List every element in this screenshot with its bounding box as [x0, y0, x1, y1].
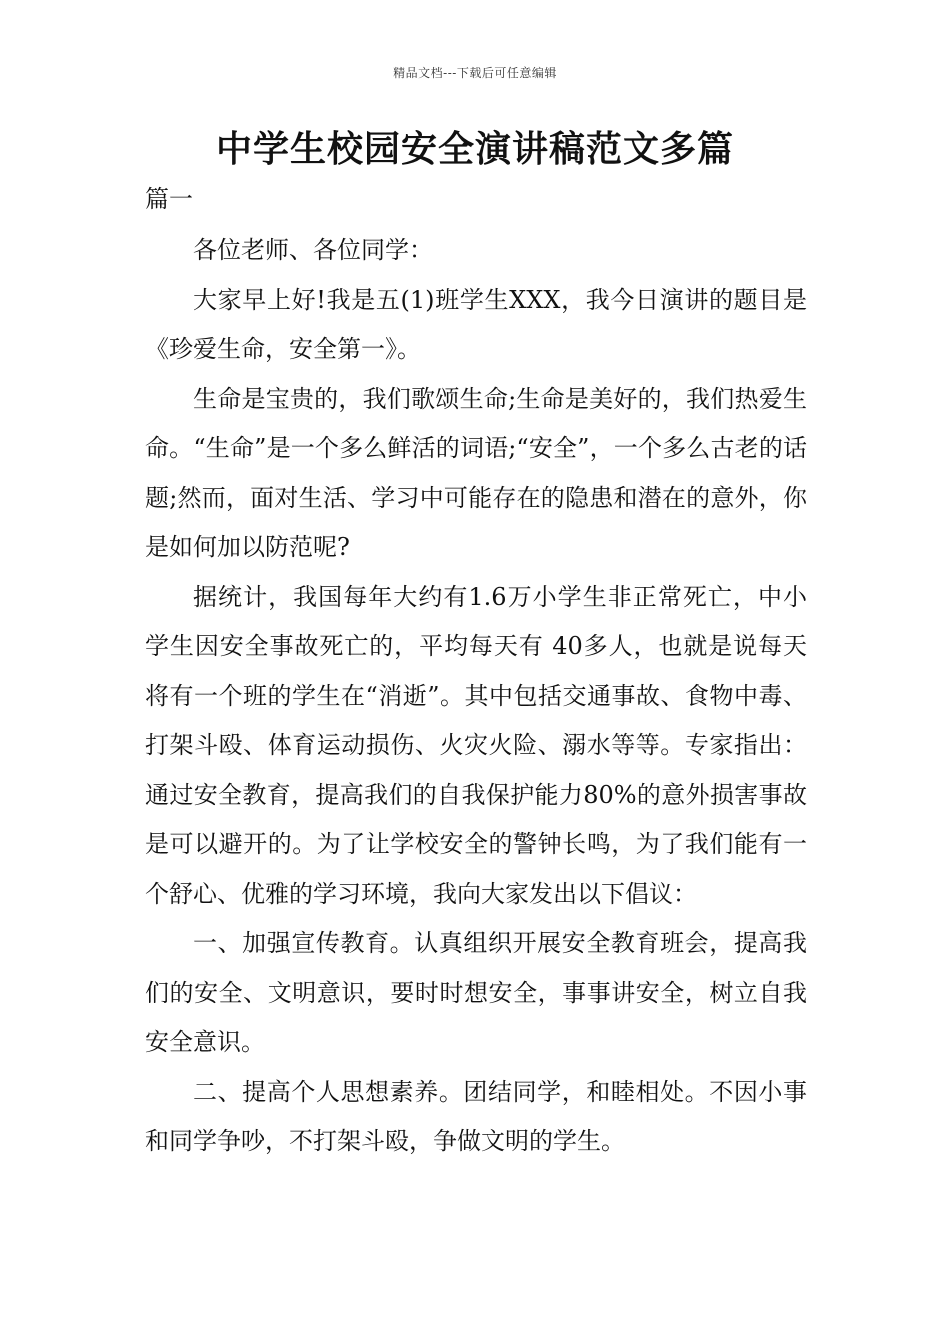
section-label: 篇一 — [145, 185, 193, 213]
paragraph-greeting: 各位老师、各位同学： — [193, 236, 433, 264]
paragraph-life: 生命是宝贵的，我们歌颂生命;生命是美好的，我们热爱生命。“生命”是一个多么鲜活的词语;“安全”，一个多么古老的话题;然而，面对生活、学习中可能存在的隐患和潜在的意外，你是如何加以防范呢? — [145, 384, 807, 561]
paragraph-proposal-2: 二、提高个人思想素养。团结同学，和睦相处。不因小事和同学争吵，不打架斗殴，争做文明的学生。 — [145, 1077, 807, 1155]
header-note: 精品文档---下载后可任意编辑 — [393, 66, 557, 80]
document-body — [145, 226, 807, 1167]
document-title: 中学生校园安全演讲稿范文多篇 — [215, 129, 734, 170]
paragraph-intro: 大家早上好!我是五(1)班学生XXX，我今日演讲的题目是《珍爱生命，安全第一》。 — [145, 285, 807, 363]
paragraph-proposal-1: 一、加强宣传教育。认真组织开展安全教育班会，提高我们的安全、文明意识，要时时想安全，事事讲安全，树立自我安全意识。 — [145, 929, 807, 1056]
paragraph-statistics: 据统计，我国每年大约有1.6万小学生非正常死亡，中小学生因安全事故死亡的，平均每天有 40多人，也就是说每天将有一个班的学生在“消逝”。其中包括交通事故、食物中毒、打架斗殴、体育运动损伤、火灾火险、溺水等等。专家指出：通过安全教育，提高我们的自我保护能力80%的意外损害事故是可以避开的。为了让学校安全的警钟长鸣，为了我们能有一个舒心、优雅的学习环境，我向大家发出以下倡议： — [145, 582, 807, 908]
